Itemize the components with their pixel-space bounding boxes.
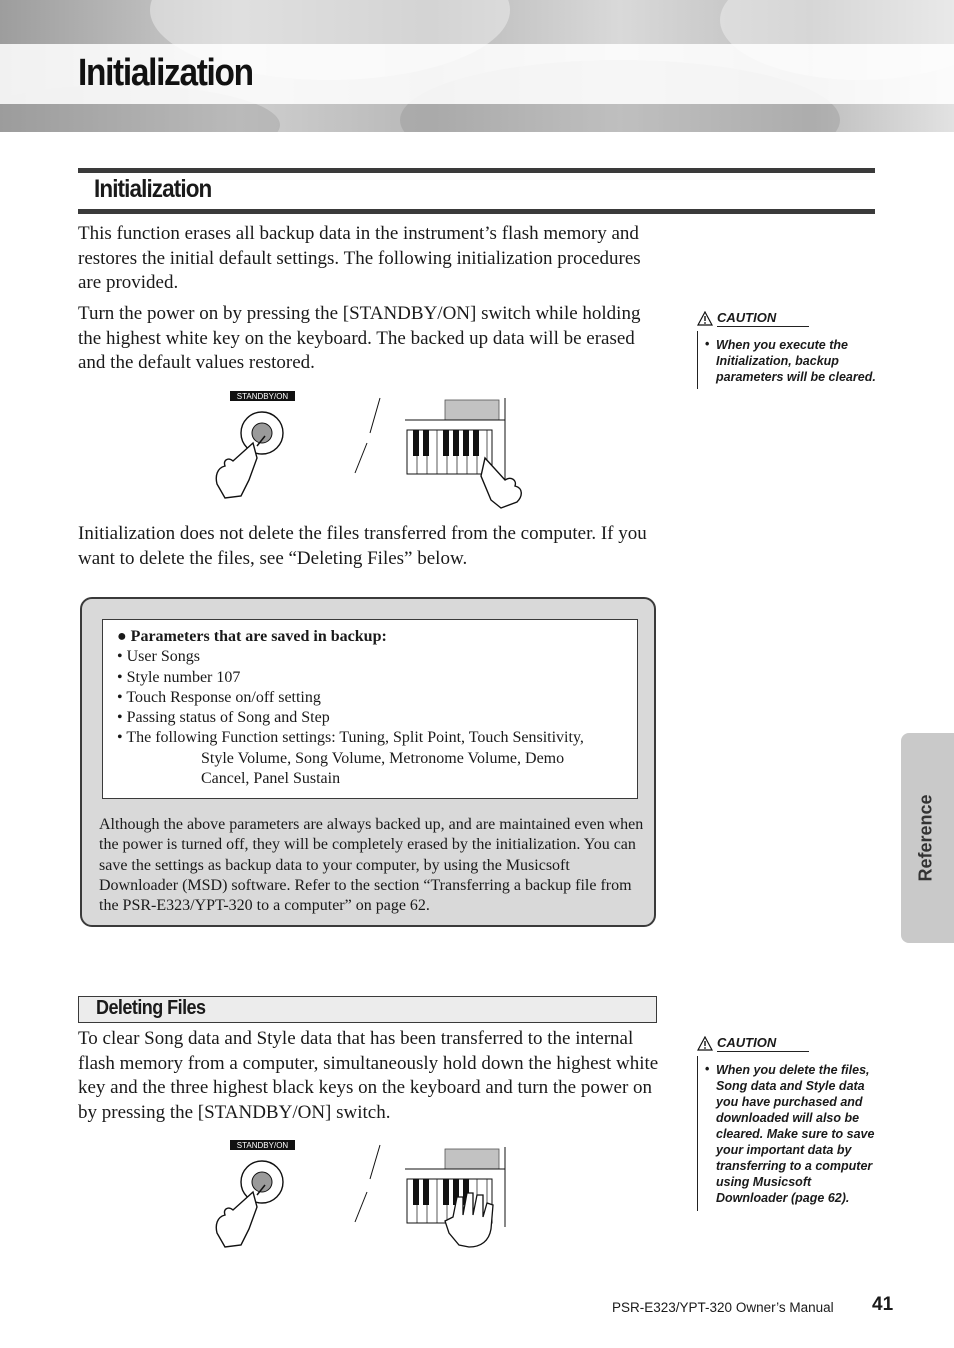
backup-heading: Parameters that are saved in backup: xyxy=(130,628,387,645)
caution-text: When you delete the files, Song data and Style data you have purchased and downloaded will also be cleared. Make sure to save your important data by transferring to a computer using Musicsoft Downloader (page 62). xyxy=(716,1063,875,1205)
standby-label: STANDBY/ON xyxy=(236,1141,289,1150)
files-note-paragraph: Initialization does not delete the files transferred from the computer. If you want to delete the files, see “Deleting Files” below. xyxy=(78,523,647,569)
caution-text: When you execute the Initialization, backup parameters will be cleared. xyxy=(716,338,876,384)
standby-label: STANDBY/ON xyxy=(236,392,289,401)
intro-paragraph: This function erases all backup data in the instrument’s flash memory and restores the initial default settings. The following initialization procedures are provided. xyxy=(78,223,641,293)
caution-box: CAUTION • When you execute the Initialization, backup parameters will be cleared. xyxy=(697,309,879,389)
list-item-continued: Cancel, Panel Sustain xyxy=(201,770,341,788)
section-rule-top xyxy=(78,168,875,173)
backup-parameters-box xyxy=(102,619,638,799)
list-item-continued: Style Volume, Song Volume, Metronome Volume, Demo xyxy=(201,749,565,767)
page-number: 41 xyxy=(872,1294,894,1315)
procedure-paragraph: Turn the power on by pressing the [STANDBY/ON] switch while holding the highest white key on the keyboard. The backed up data will be erased and the default values restored. xyxy=(78,303,641,373)
illustration-initialize xyxy=(205,388,535,513)
caution-heading: CAUTION xyxy=(717,1034,777,1050)
footer-manual-title: PSR-E323/YPT-320 Owner’s Manual xyxy=(612,1300,834,1315)
subsection-title: Deleting Files xyxy=(96,997,206,1019)
list-item: • User Songs xyxy=(117,648,200,666)
list-item: • The following Function settings: Tuning, Split Point, Touch Sensitivity, xyxy=(117,729,584,747)
section-rule-bottom xyxy=(78,209,875,214)
warning-icon xyxy=(697,1036,713,1051)
backup-note: Although the above parameters are always backed up, and are maintained even when the power is turned off, they will be completely erased by the initialization. You can save the settings as backup data to your computer, by using the Musicsoft Downloader (MSD) software. Refer to the section “Transferring a backup file from the PSR-E323/YPT-320 to a computer” on page 62. xyxy=(99,816,644,915)
illustration-delete-files xyxy=(205,1137,535,1262)
side-tab-label: Reference xyxy=(915,794,936,882)
deleting-paragraph: To clear Song data and Style data that has been transferred to the internal flash memory from a computer, simultaneously hold down the highest white key and the three highest black keys on the keyboard and turn the power on by pressing the [STANDBY/ON] switch. xyxy=(78,1028,659,1123)
list-item: • Passing status of Song and Step xyxy=(117,709,330,727)
bullet-icon: ● xyxy=(117,628,131,645)
caution-heading: CAUTION xyxy=(717,309,777,325)
page-title: Initialization xyxy=(78,52,253,94)
list-item: • Touch Response on/off setting xyxy=(117,688,321,706)
section-title: Initialization xyxy=(94,175,212,203)
list-item: • Style number 107 xyxy=(117,668,241,686)
caution-box: CAUTION • When you delete the files, Song data and Style data you have purchased and downloaded will also be cleared. Make sure to save your important data by transferring to a computer using Musicsoft Downloader (page 62). xyxy=(697,1034,879,1211)
warning-icon xyxy=(697,311,713,326)
